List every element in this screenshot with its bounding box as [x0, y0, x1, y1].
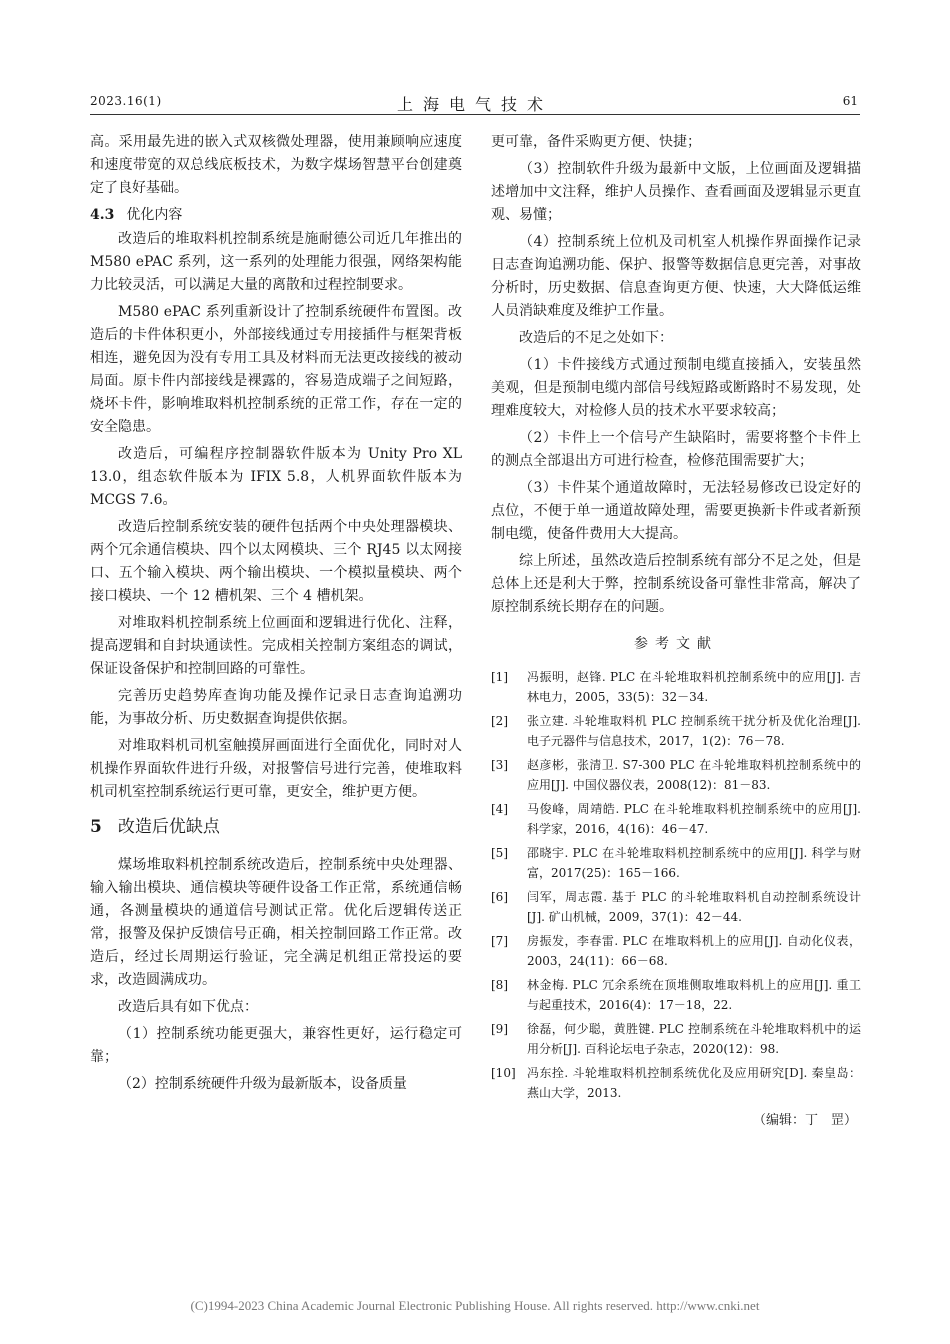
list-item: （3）卡件某个通道故障时，无法轻易修改已设定好的点位，不便于单一通道故障处理，需要更换新卡件或者新预制电缆，使备件费用大大提高。	[491, 480, 861, 542]
paragraph: 煤场堆取料机控制系统改造后，控制系统中央处理器、输入输出模块、通信模块等硬件设备工作正常，系统通信畅通，各测量模块的通道信号测试正常。优化后逻辑传送正常，报警及保护反馈信号正确，相关控制回路工作正常。改造后，经过长周期运行验证，完全满足机组正常投运的要求，改造圆满成功。	[90, 857, 462, 988]
paragraph: M580 ePAC 系列重新设计了控制系统硬件布置图。改造后的卡件体积更小，外部接线通过专用接插件与框架背板相连，避免因为没有专用工具及材料而无法更改接线的被动局面。原卡件内部接线是裸露的，容易造成端子之间短路，烧坏卡件，影响堆取料机控制系统的正常工作，存在一定的安全隐患。	[90, 304, 462, 435]
paragraph: 改造后，可编程序控制器软件版本为 Unity Pro XL 13.0，组态软件版本为 IFIX 5.8，人机界面软件版本为 MCGS 7.6。	[90, 446, 462, 508]
paragraph: 改造后的堆取料机控制系统是施耐德公司近几年推出的 M580 ePAC 系列，这一系列的处理能力很强，网络架构能力比较灵活，可以满足大量的离散和过程控制要求。	[90, 231, 462, 293]
reference-text: 张立建. 斗轮堆取料机 PLC 控制系统干扰分析及优化治理[J]. 电子元器件与信息技术，2017，1(2)：76－78.	[527, 714, 861, 748]
reference-item	[491, 887, 861, 927]
list-item: （2）卡件上一个信号产生缺陷时，需要将整个卡件上的测点全部退出方可进行检查，检修范围需要扩大；	[491, 430, 861, 469]
paragraph: 改造后控制系统安装的硬件包括两个中央处理器模块、两个冗余通信模块、四个以太网模块、三个 RJ45 以太网接口、五个输入模块、两个输出模块、一个模拟量模块、两个接口模块、一个 12 槽机架、三个 4 槽机架。	[90, 519, 462, 604]
reference-number: [6]	[491, 890, 508, 904]
left-column	[90, 131, 462, 1100]
running-header	[90, 92, 860, 115]
paragraph: 更可靠，备件采购更方便、快捷；	[491, 134, 701, 150]
reference-text: 邵晓宇. PLC 在斗轮堆取料机控制系统中的应用[J]. 科学与财富，2017(25)：165－166.	[527, 846, 861, 880]
reference-item	[491, 843, 861, 883]
reference-text: 房振发，李春雷. PLC 在堆取料机上的应用[J]. 自动化仪表，2003，24(11)：66－68.	[527, 934, 861, 968]
paragraph: 对堆取料机控制系统上位画面和逻辑进行优化、注释，提高逻辑和自封块通读性。完成相关控制方案组态的调试，保证设备保护和控制回路的可靠性。	[90, 615, 462, 677]
section-heading-5	[90, 815, 462, 839]
list-item: （1）卡件接线方式通过预制电缆直接插入，安装虽然美观，但是预制电缆内部信号线短路或断路时不易发现，处理难度较大，对检修人员的技术水平要求较高；	[491, 357, 861, 419]
reference-text: 赵彦彬，张清卫. S7-300 PLC 在斗轮堆取料机控制系统中的应用[J]. 中国仪器仪表，2008(12)：81－83.	[527, 758, 861, 792]
reference-number: [1]	[491, 670, 508, 684]
section-number: 4.3	[90, 207, 115, 223]
reference-item	[491, 755, 861, 795]
reference-text: 徐磊，何少聪，黄胜键. PLC 控制系统在斗轮堆取料机中的运用分析[J]. 百科论坛电子杂志，2020(12)：98.	[527, 1022, 861, 1056]
reference-number: [5]	[491, 846, 508, 860]
copyright-footer: (C)1994-2023 China Academic Journal Electronic Publishing House. All rights reserved. http://www.cnki.net	[190, 1298, 760, 1313]
paragraph: 改造后的不足之处如下：	[519, 330, 673, 346]
reference-text: 闫军，周志霞. 基于 PLC 的斗轮堆取料机自动控制系统设计[J]. 矿山机械，2009，37(1)：42－44.	[527, 890, 861, 924]
paragraph: 高。采用最先进的嵌入式双核微处理器，使用兼顾响应速度和速度带宽的双总线底板技术，为数字煤场智慧平台创建奠定了良好基础。	[90, 134, 462, 196]
section-heading-4-3	[90, 204, 462, 227]
right-column	[491, 131, 861, 1128]
reference-item	[491, 1019, 861, 1059]
reference-number: [3]	[491, 758, 508, 772]
reference-text: 林金梅. PLC 冗余系统在顶堆侧取堆取料机上的应用[J]. 重工与起重技术，2016(4)：17－18，22.	[527, 978, 861, 1012]
reference-item	[491, 711, 861, 751]
section-title: 改造后优缺点	[117, 817, 220, 837]
reference-number: [10]	[491, 1066, 516, 1080]
reference-text: 马俊峰，周靖皓. PLC 在斗轮堆取料机控制系统中的应用[J]. 科学家，2016，4(16)：46－47.	[527, 802, 861, 836]
references-title: 参考文献	[634, 636, 718, 652]
reference-item	[491, 1063, 861, 1103]
reference-number: [9]	[491, 1022, 508, 1036]
section-title: 优化内容	[126, 207, 183, 223]
issue-label: 2023.16(1)	[90, 94, 162, 108]
list-item: （3）控制软件升级为最新中文版，上位画面及逻辑描述增加中文注释，维护人员操作、查看画面及逻辑显示更直观、易懂；	[491, 161, 861, 223]
paragraph: 综上所述，虽然改造后控制系统有部分不足之处，但是总体上还是利大于弊，控制系统设备可靠性非常高，解决了原控制系统长期存在的问题。	[491, 553, 861, 615]
journal-title: 上海电气技术	[396, 95, 553, 114]
list-item: （1）控制系统功能更强大，兼容性更好，运行稳定可靠；	[90, 1026, 462, 1065]
list-item: （4）控制系统上位机及司机室人机操作界面操作记录日志查询追溯功能、保护、报警等数据信息更完善，对事故分析时，历史数据、信息查询更方便、快速，大大降低运维人员消缺难度及维护工作量。	[491, 234, 861, 319]
reference-item	[491, 667, 861, 707]
reference-list	[491, 667, 861, 1103]
list-item: （2）控制系统硬件升级为最新版本，设备质量	[118, 1076, 407, 1092]
section-number: 5	[90, 817, 102, 837]
reference-item	[491, 931, 861, 971]
reference-number: [2]	[491, 714, 508, 728]
editor-credit: （编辑：丁 罡）	[752, 1113, 857, 1128]
reference-number: [7]	[491, 934, 508, 948]
paragraph: 完善历史趋势库查询功能及操作记录日志查询追溯功能，为事故分析、历史数据查询提供依据。	[90, 688, 462, 727]
page-number: 61	[842, 94, 858, 108]
reference-item	[491, 975, 861, 1015]
reference-text: 冯振明，赵锋. PLC 在斗轮堆取料机控制系统中的应用[J]. 吉林电力，2005，33(5)：32－34.	[527, 670, 861, 704]
reference-number: [8]	[491, 978, 508, 992]
reference-number: [4]	[491, 802, 508, 816]
reference-item	[491, 799, 861, 839]
reference-text: 冯东拴. 斗轮堆取料机控制系统优化及应用研究[D]. 秦皇岛：燕山大学，2013.	[527, 1066, 861, 1100]
paragraph: 改造后具有如下优点：	[118, 999, 258, 1015]
paragraph: 对堆取料机司机室触摸屏画面进行全面优化，同时对人机操作界面软件进行升级，对报警信号进行完善，使堆取料机司机室控制系统运行更可靠，更安全，维护更方便。	[90, 738, 462, 800]
